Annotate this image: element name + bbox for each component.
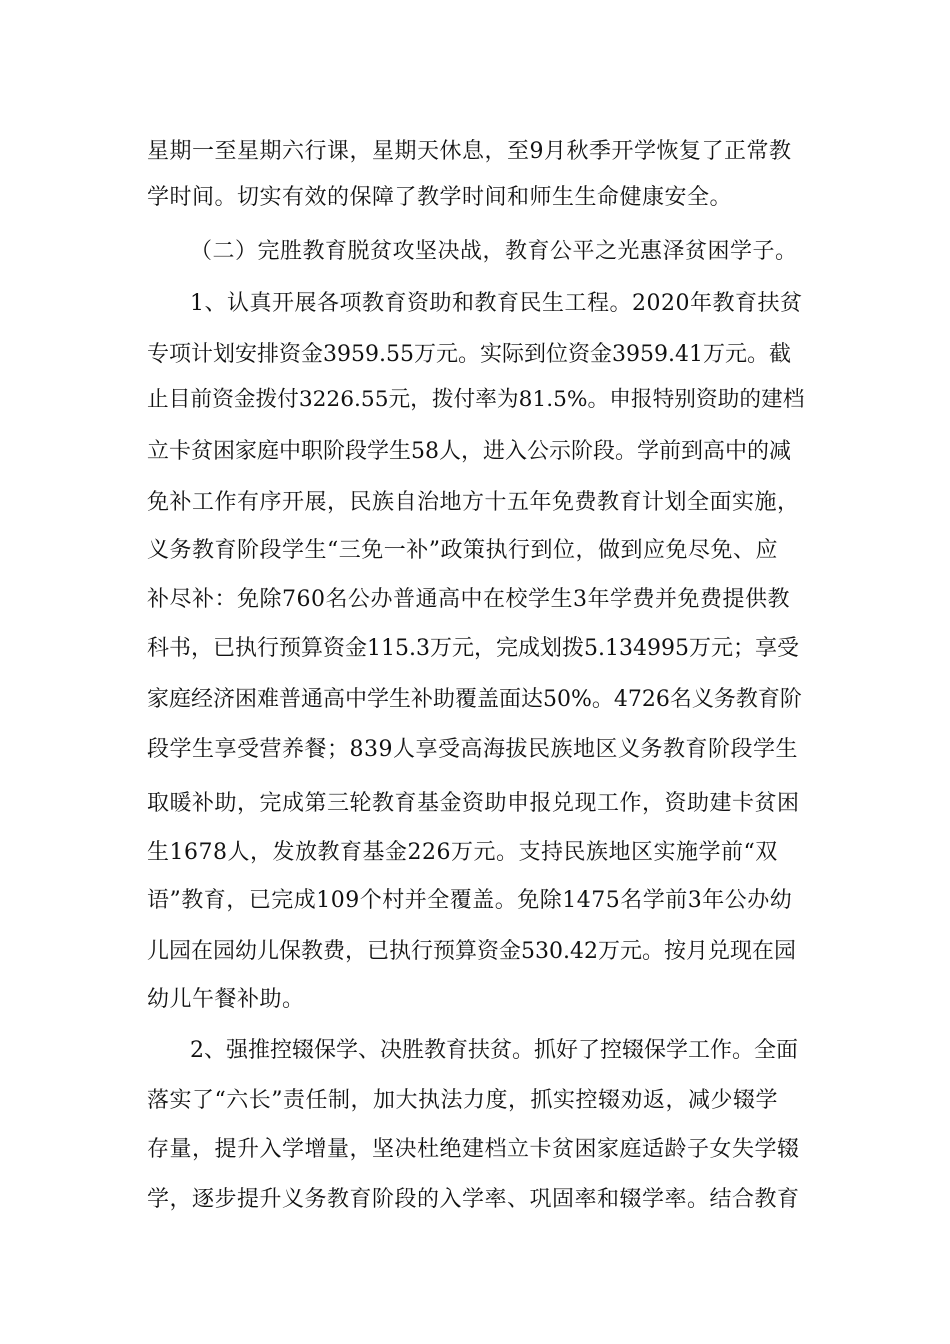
text-line: 学，逐步提升义务教育阶段的入学率、巩固率和辍学率。结合教育	[147, 1187, 800, 1212]
text-line: 补尽补：免除760名公办普通高中在校学生3年学费并免费提供教	[147, 587, 790, 612]
text-line: 段学生享受营养餐；839人享受高海拔民族地区义务教育阶段学生	[147, 737, 798, 762]
text-line: 免补工作有序开展，民族自治地方十五年免费教育计划全面实施，	[147, 490, 800, 515]
text-line: 科书，已执行预算资金115.3万元，完成划拨5.134995万元；享受	[147, 636, 799, 661]
text-line: 幼儿午餐补助。	[147, 987, 305, 1012]
paragraph-start: 2、强推控辍保学、决胜教育扶贫。抓好了控辍保学工作。全面	[190, 1038, 798, 1063]
text-line: 存量，提升入学增量，坚决杜绝建档立卡贫困家庭适龄子女失学辍	[147, 1137, 800, 1162]
text-line: 语”教育，已完成109个村并全覆盖。免除1475名学前3年公办幼	[147, 888, 793, 913]
text-line: 取暖补助，完成第三轮教育基金资助申报兑现工作，资助建卡贫困	[147, 791, 800, 816]
text-line: 家庭经济困难普通高中学生补助覆盖面达50%。4726名义务教育阶	[147, 687, 802, 712]
text-line: 学时间。切实有效的保障了教学时间和师生生命健康安全。	[147, 185, 733, 210]
text-line: 生1678人，发放教育基金226万元。支持民族地区实施学前“双	[147, 840, 778, 865]
text-line: 义务教育阶段学生“三免一补”政策执行到位，做到应免尽免、应	[147, 538, 778, 563]
text-line: 星期一至星期六行课，星期天休息，至9月秋季开学恢复了正常教	[147, 139, 792, 164]
text-line: 落实了“六长”责任制，加大执法力度，抓实控辍劝返，减少辍学	[147, 1088, 778, 1113]
section-heading: （二）完胜教育脱贫攻坚决战，教育公平之光惠泽贫困学子。	[190, 239, 798, 264]
text-line: 专项计划安排资金3959.55万元。实际到位资金3959.41万元。截	[147, 342, 791, 367]
paragraph-start: 1、认真开展各项教育资助和教育民生工程。2020年教育扶贫	[190, 291, 803, 316]
text-line: 儿园在园幼儿保教费，已执行预算资金530.42万元。按月兑现在园	[147, 939, 796, 964]
text-line: 止目前资金拨付3226.55元，拨付率为81.5%。申报特别资助的建档	[147, 387, 805, 412]
text-line: 立卡贫困家庭中职阶段学生58人，进入公示阶段。学前到高中的减	[147, 439, 791, 464]
